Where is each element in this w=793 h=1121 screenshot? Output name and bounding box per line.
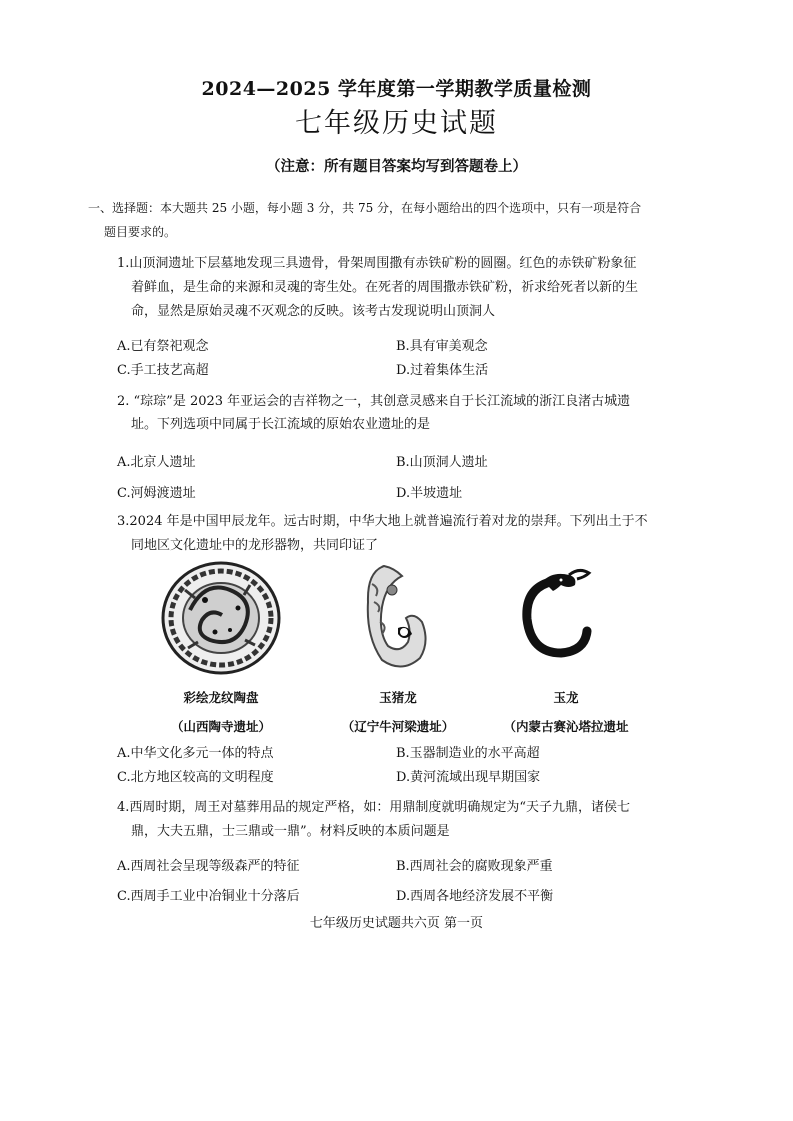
q4-option-a[interactable]: A.西周社会呈现等级森严的特征 [117,859,300,874]
q3-option-a[interactable]: A.中华文化多元一体的特点 [117,746,274,761]
question-3-line2: 同地区文化遗址中的龙形器物，共同印证了 [131,538,379,553]
jade-pig-dragon-image [362,562,432,672]
artifact-2-site: （辽宁牛河梁遗址） [341,719,455,734]
q2-option-a[interactable]: A.北京人遗址 [117,455,196,470]
question-3-line1: 3.2024 年是中国甲辰龙年。远古时期，中华大地上就普遍流行着对龙的崇拜。下列出土于不 [117,514,648,529]
artifact-3-site: （内蒙古赛沁塔拉遗址 [503,719,629,734]
section-heading-line2: 题目要求的。 [104,225,177,239]
q4-option-d[interactable]: D.西周各地经济发展不平衡 [396,889,554,904]
artifact-3-name: 玉龙 [553,690,579,705]
q3-option-d[interactable]: D.黄河流域出现早期国家 [396,770,541,785]
question-1-line2: 着鲜血，是生命的来源和灵魂的寄生处。在死者的周围撒赤铁矿粉，祈求给死者以新的生 [131,280,639,295]
artifact-1-name: 彩绘龙纹陶盘 [183,690,259,705]
painted-dragon-plate-image [160,560,282,676]
jade-dragon-image [517,567,595,663]
question-2-line2: 址。下列选项中同属于长江流域的原始农业遗址的是 [131,417,431,432]
q1-option-b[interactable]: B.具有审美观念 [396,339,488,354]
page-footer: 七年级历史试题共六页 第一页 [309,916,484,931]
artifact-2-name: 玉猪龙 [379,690,417,705]
q1-option-a[interactable]: A.已有祭祀观念 [117,339,209,354]
question-4-line1: 4.西周时期，周王对墓葬用品的规定严格，如：用鼎制度就明确规定为“天子九鼎，诸侯七 [117,800,631,815]
q2-option-b[interactable]: B.山顶洞人遗址 [396,455,488,470]
q1-option-c[interactable]: C.手工技艺高超 [117,363,209,378]
q3-option-c[interactable]: C.北方地区较高的文明程度 [117,770,274,785]
exam-title-line1: 2024—2025 学年度第一学期教学质量检测 [201,78,592,100]
exam-note: （注意：所有题目答案均写到答题卷上） [266,158,527,175]
question-1-line1: 1.山顶洞遗址下层墓地发现三具遗骨，骨架周围撒有赤铁矿粉的圆圈。红色的赤铁矿粉象征 [117,256,637,271]
q2-option-c[interactable]: C.河姆渡遗址 [117,486,196,501]
q2-option-d[interactable]: D.半坡遗址 [396,486,463,501]
q4-option-b[interactable]: B.西周社会的腐败现象严重 [396,859,553,874]
question-4-line2: 鼎，大夫五鼎，士三鼎或一鼎”。材料反映的本质问题是 [131,824,450,839]
q3-option-b[interactable]: B.玉器制造业的水平高超 [396,746,540,761]
q4-option-c[interactable]: C.西周手工业中冶铜业十分落后 [117,889,300,904]
q1-option-d[interactable]: D.过着集体生活 [396,363,489,378]
section-heading-line1: 一、选择题：本大题共 25 小题，每小题 3 分，共 75 分，在每小题给出的四个选项中，只有一项是符合 [88,201,642,215]
question-2-line1: 2. “琮琮”是 2023 年亚运会的吉祥物之一，其创意灵感来自于长江流域的浙江良渚古城遗 [117,394,631,409]
exam-title-line2: 七年级历史试题 [295,108,498,139]
artifact-1-site: （山西陶寺遗址） [170,719,271,734]
question-1-line3: 命，显然是原始灵魂不灭观念的反映。该考古发现说明山顶洞人 [131,304,496,319]
